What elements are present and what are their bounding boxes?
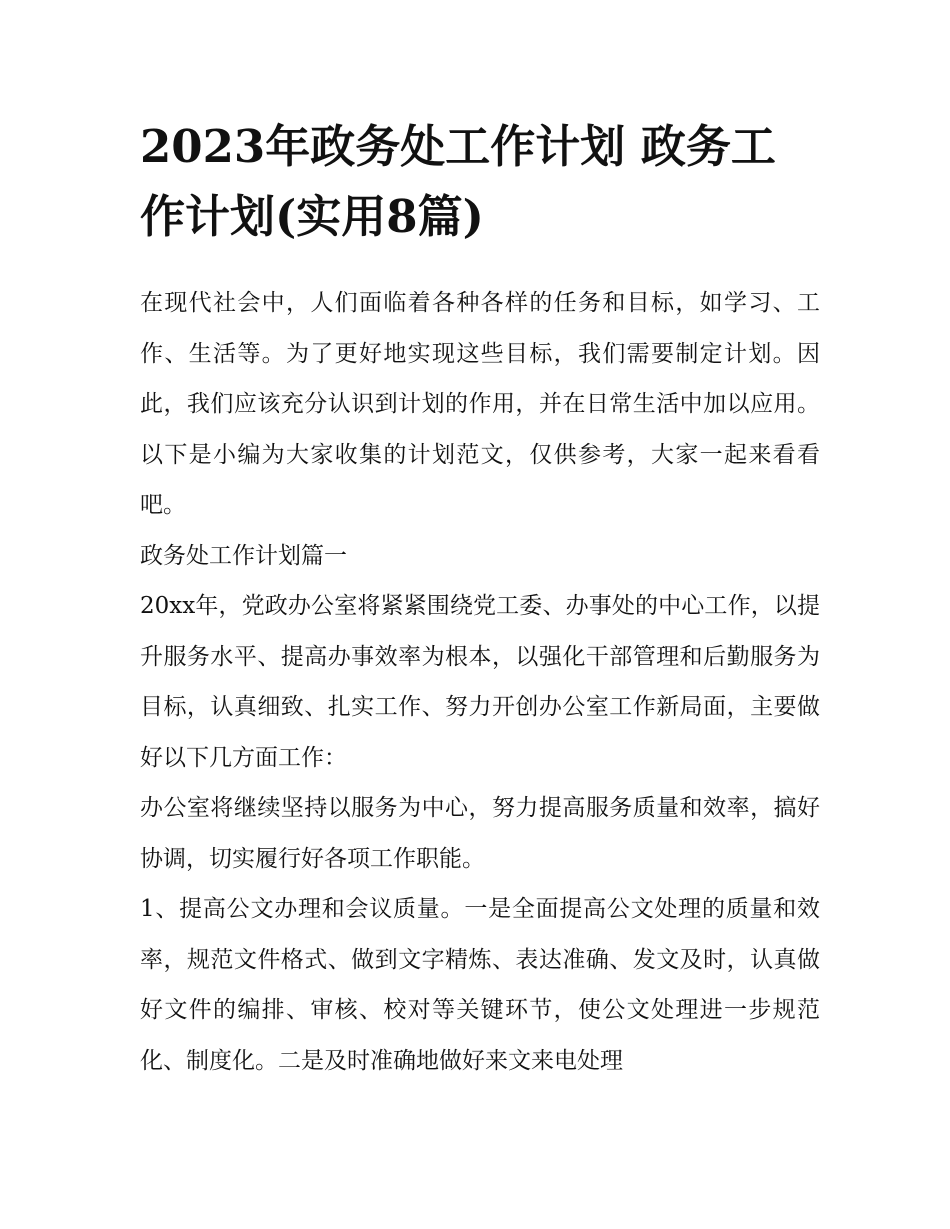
section-heading: 政务处工作计划篇一 [140,542,347,569]
body-paragraph: 办公室将继续坚持以服务为中心，努力提高服务质量和效率，搞好协调，切实履行好各项工作职能。 [140,795,820,872]
intro-paragraph: 在现代社会中，人们面临着各种各样的任务和目标，如学习、工作、生活等。为了更好地实现这些目标，我们需要制定计划。因此，我们应该充分认识到计划的作用，并在日常生活中加以应用。以下是小编为大家收集的计划范文，仅供参考，大家一起来看看吧。 [140,290,820,518]
document-title: 2023年政务处工作计划 政务工作计划(实用8篇) [140,120,776,243]
document-body [140,278,820,1086]
document-page [140,0,820,1229]
body-paragraph: 1、提高公文办理和会议质量。一是全面提高公文处理的质量和效率，规范文件格式、做到文字精炼、表达准确、发文及时，认真做好文件的编排、审核、校对等关键环节，使公文处理进一步规范化、制度化。二是及时准确地做好来文来电处理 [140,896,820,1074]
body-paragraph: 20xx年，党政办公室将紧紧围绕党工委、办事处的中心工作，以提升服务水平、提高办事效率为根本，以强化干部管理和后勤服务为目标，认真细致、扎实工作、努力开创办公室工作新局面，主要做好以下几方面工作： [140,593,820,771]
